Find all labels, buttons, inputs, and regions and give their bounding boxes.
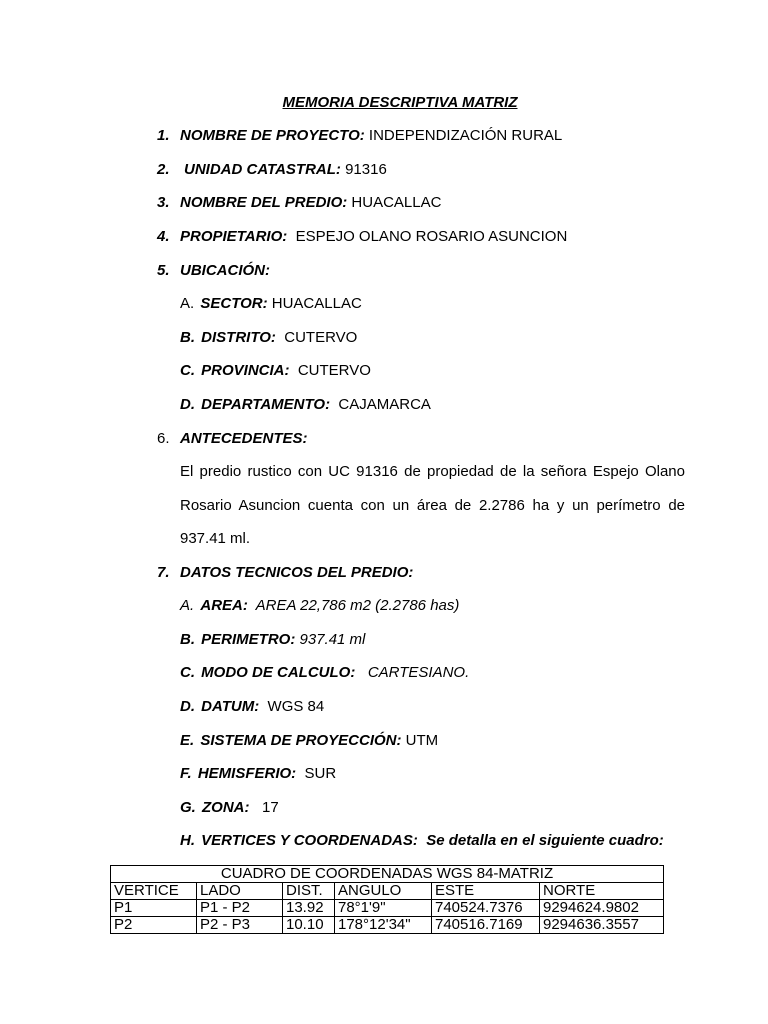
- item-label: UBICACIÓN:: [180, 262, 270, 279]
- cell-lado: P1 - P2: [197, 900, 283, 917]
- cell-angulo: 78°1'9": [335, 900, 432, 917]
- background-line-3: 937.41 ml.: [180, 530, 251, 547]
- item-label: PROPIETARIO:: [180, 228, 288, 245]
- sub-letter: F.: [180, 765, 192, 782]
- data-vertices: [180, 832, 664, 850]
- data-zone: [180, 799, 279, 817]
- item-owner: [157, 228, 567, 246]
- sub-letter: B.: [180, 631, 195, 648]
- header-lado: LADO: [197, 883, 283, 900]
- sub-label: DEPARTAMENTO:: [201, 396, 331, 413]
- cell-norte: 9294624.9802: [540, 900, 664, 917]
- sub-value: CAJAMARCA: [330, 396, 431, 413]
- header-norte: NORTE: [540, 883, 664, 900]
- background-line-2: Rosario Asuncion cuenta con un área de 2.2786 ha y un perímetro de: [180, 497, 685, 514]
- sub-letter: D.: [180, 396, 195, 413]
- cell-este: 740516.7169: [432, 917, 540, 934]
- sub-label: MODO DE CALCULO:: [201, 664, 356, 681]
- sub-label: ZONA:: [202, 799, 250, 816]
- table-caption-row: [111, 866, 664, 883]
- item-number: 6.: [157, 430, 170, 447]
- item-label: ANTECEDENTES:: [180, 430, 308, 447]
- item-number: 7.: [157, 564, 170, 581]
- item-value: INDEPENDIZACIÓN RURAL: [364, 127, 563, 144]
- sub-label: AREA:: [200, 597, 248, 614]
- cell-este: 740524.7376: [432, 900, 540, 917]
- sub-value: CUTERVO: [275, 329, 358, 346]
- sub-letter: A.: [180, 295, 195, 312]
- sub-label: DATUM:: [201, 698, 260, 715]
- location-district: [180, 329, 357, 347]
- item-property-name: [157, 194, 441, 212]
- sub-letter: C.: [180, 664, 195, 681]
- sub-letter: B.: [180, 329, 195, 346]
- item-label: UNIDAD CATASTRAL:: [184, 161, 341, 178]
- cell-dist: 13.92: [283, 900, 335, 917]
- sub-label: PROVINCIA:: [201, 362, 290, 379]
- cell-lado: P2 - P3: [197, 917, 283, 934]
- sub-value: HUACALLAC: [267, 295, 362, 312]
- cell-angulo: 178°12'34": [335, 917, 432, 934]
- sub-label: VERTICES Y COORDENADAS:: [201, 832, 418, 849]
- sub-letter: C.: [180, 362, 195, 379]
- header-vertice: VERTICE: [111, 883, 197, 900]
- sub-value: Se detalla en el siguiente cuadro:: [417, 832, 664, 849]
- data-perimeter: [180, 631, 365, 649]
- sub-letter: H.: [180, 832, 195, 849]
- item-location: [157, 262, 270, 280]
- sub-letter: D.: [180, 698, 195, 715]
- cell-dist: 10.10: [283, 917, 335, 934]
- cell-vertice: P2: [111, 917, 197, 934]
- table-row: [111, 900, 664, 917]
- item-label: DATOS TECNICOS DEL PREDIO:: [180, 564, 414, 581]
- data-projection: [180, 732, 438, 750]
- sub-label: SISTEMA DE PROYECCIÓN:: [200, 732, 402, 749]
- sub-value: SUR: [296, 765, 337, 782]
- table-caption: CUADRO DE COORDENADAS WGS 84-MATRIZ: [111, 866, 664, 883]
- data-area: [180, 597, 459, 615]
- sub-value: 937.41 ml: [295, 631, 366, 648]
- item-label: NOMBRE DEL PREDIO:: [180, 194, 348, 211]
- sub-letter: E.: [180, 732, 195, 749]
- item-value: HUACALLAC: [347, 194, 442, 211]
- sub-value: CARTESIANO.: [355, 664, 470, 681]
- document-title: MEMORIA DESCRIPTIVA MATRIZ: [282, 94, 518, 111]
- table-row: [111, 917, 664, 934]
- sub-value: WGS 84: [259, 698, 325, 715]
- header-dist: DIST.: [283, 883, 335, 900]
- item-cadastral-unit: [157, 161, 387, 179]
- sub-value: UTM: [401, 732, 439, 749]
- item-project-name: [157, 127, 562, 145]
- table-header-row: [111, 883, 664, 900]
- background-line-1: El predio rustico con UC 91316 de propiedad de la señora Espejo Olano: [180, 463, 685, 480]
- sub-value: AREA 22,786 m2 (2.2786 has): [247, 597, 460, 614]
- item-number: 3.: [157, 194, 170, 211]
- sub-label: PERIMETRO:: [201, 631, 296, 648]
- item-technical-data: [157, 564, 413, 582]
- data-datum: [180, 698, 324, 716]
- location-province: [180, 362, 371, 380]
- location-department: [180, 396, 431, 414]
- data-hemisphere: [180, 765, 336, 783]
- sub-label: SECTOR:: [200, 295, 268, 312]
- item-number: 4.: [157, 228, 170, 245]
- item-number: 1.: [157, 127, 170, 144]
- item-value: ESPEJO OLANO ROSARIO ASUNCION: [287, 228, 568, 245]
- header-este: ESTE: [432, 883, 540, 900]
- sub-value: CUTERVO: [289, 362, 371, 379]
- sub-letter: A.: [180, 597, 195, 614]
- header-angulo: ANGULO: [335, 883, 432, 900]
- item-background: [157, 430, 308, 448]
- data-calc-mode: [180, 664, 469, 682]
- sub-letter: G.: [180, 799, 196, 816]
- item-number: 2.: [157, 161, 170, 178]
- item-value: 91316: [340, 161, 387, 178]
- cell-norte: 9294636.3557: [540, 917, 664, 934]
- location-sector: [180, 295, 362, 313]
- sub-label: HEMISFERIO:: [197, 765, 297, 782]
- cell-vertice: P1: [111, 900, 197, 917]
- item-number: 5.: [157, 262, 170, 279]
- coordinates-table: [110, 865, 664, 934]
- sub-value: 17: [249, 799, 279, 816]
- sub-label: DISTRITO:: [201, 329, 276, 346]
- item-label: NOMBRE DE PROYECTO:: [180, 127, 365, 144]
